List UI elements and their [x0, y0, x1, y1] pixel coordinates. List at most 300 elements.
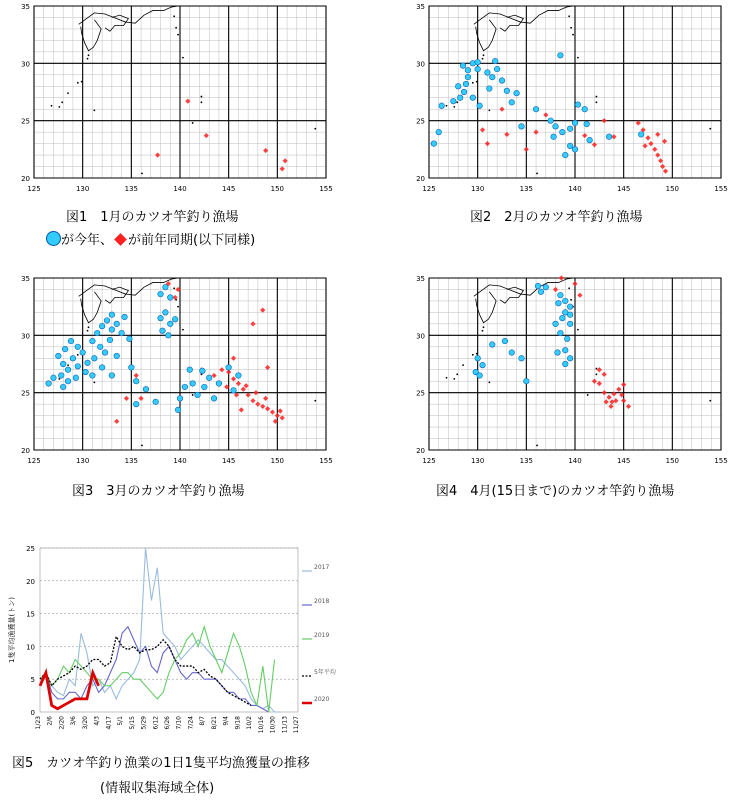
current-year-point: [567, 304, 573, 310]
current-year-point: [60, 361, 66, 367]
y-tick-label: 30: [416, 332, 425, 341]
island-dot: [201, 101, 203, 103]
current-year-point: [436, 129, 442, 135]
prev-year-point: [255, 402, 260, 407]
island-dot: [87, 330, 89, 332]
current-year-point: [558, 53, 564, 59]
island-dot: [201, 96, 203, 98]
current-year-point: [167, 321, 173, 327]
x-tick-label: 7/24: [187, 716, 195, 730]
y-tick-label: 20: [21, 175, 30, 183]
y-tick-label: 35: [21, 3, 30, 11]
current-year-point: [509, 350, 515, 356]
y-tick-label: 25: [416, 117, 425, 126]
island-dot: [61, 101, 63, 103]
current-year-point: [477, 373, 483, 379]
current-year-point: [70, 355, 76, 361]
prev-year-point: [231, 356, 236, 361]
x-tick-label: 135: [519, 185, 534, 193]
island-dot: [67, 364, 69, 366]
y-tick-label: 10: [26, 643, 35, 652]
current-year-point: [439, 103, 445, 109]
current-year-point: [567, 321, 573, 327]
caption-fig5-sub: (情報収集海域全体): [100, 781, 215, 796]
current-year-point: [487, 86, 493, 92]
current-year-point: [211, 396, 217, 402]
current-year-point: [494, 66, 500, 72]
y-tick-label: 30: [21, 332, 30, 341]
island-dot: [81, 81, 83, 83]
current-year-point: [58, 373, 64, 379]
y-tick-label: 0: [30, 709, 35, 717]
prev-year-point: [553, 287, 558, 292]
y-tick-label: 25: [21, 117, 30, 126]
island-dot: [182, 57, 184, 59]
island-dot: [93, 109, 95, 111]
x-tick-label: 11/27: [293, 716, 300, 734]
legend-prev-year-text: が前年同期(以下同様): [128, 233, 256, 248]
x-tick-label: 140: [173, 457, 187, 465]
current-year-point: [190, 381, 196, 387]
current-year-point: [562, 347, 568, 353]
island-dot: [456, 101, 458, 103]
current-year-point: [485, 70, 491, 76]
current-year-point: [567, 126, 573, 132]
prev-year-point: [265, 406, 270, 411]
island-dot: [596, 96, 598, 98]
current-year-point: [606, 134, 612, 140]
prev-year-point: [582, 133, 587, 138]
prev-year-point: [559, 275, 564, 280]
current-year-point: [475, 355, 481, 361]
prev-year-point: [663, 169, 668, 174]
x-tick-label: 145: [221, 457, 236, 465]
x-tick-label: 3/20: [81, 716, 89, 730]
prev-year-point: [260, 404, 265, 409]
current-year-point: [158, 315, 164, 321]
coastline: [474, 6, 573, 24]
island-dot: [462, 364, 464, 366]
island-dot: [568, 287, 570, 289]
prev-year-point: [280, 415, 285, 420]
island-dot: [476, 353, 478, 355]
x-tick-label: 125: [27, 457, 41, 465]
island-dot: [709, 128, 711, 130]
current-year-point: [143, 386, 149, 392]
map-april: [409, 272, 729, 472]
current-year-point: [129, 365, 135, 371]
prev-year-point: [572, 281, 577, 286]
island-dot: [93, 381, 95, 383]
x-tick-label: 10/16: [257, 716, 265, 734]
island-dot: [446, 105, 448, 107]
current-year-point: [80, 350, 86, 356]
prev-year-point: [577, 293, 582, 298]
current-year-point: [555, 350, 561, 356]
current-year-point: [65, 367, 71, 373]
current-year-point: [85, 360, 91, 366]
island-dot: [141, 173, 143, 175]
current-year-point: [584, 121, 590, 127]
y-tick-label: 35: [416, 3, 425, 11]
current-year-point: [538, 289, 544, 295]
prev-year-point: [655, 152, 660, 157]
x-tick-label: 125: [27, 185, 41, 193]
current-year-point: [62, 346, 68, 352]
current-year-point: [97, 344, 103, 350]
current-year-point: [475, 66, 481, 72]
current-year-point: [206, 375, 212, 381]
x-tick-label: 130: [75, 185, 90, 193]
current-year-point: [558, 292, 564, 298]
current-year-point: [75, 344, 81, 350]
current-year-point: [553, 321, 559, 327]
x-tick-label: 145: [221, 185, 236, 193]
x-tick-label: 2/20: [58, 716, 66, 730]
island-dot: [577, 57, 579, 59]
y-tick-label: 30: [21, 60, 30, 69]
y-tick-label: 35: [21, 275, 30, 283]
current-year-point: [109, 327, 115, 333]
current-year-point: [160, 328, 166, 334]
prev-year-point: [485, 141, 490, 146]
island-dot: [446, 377, 448, 379]
y-axis-label: 1隻平均漁獲量(トン): [8, 597, 16, 663]
current-year-point: [524, 378, 530, 384]
current-year-point: [463, 81, 469, 87]
x-tick-label: 5/29: [140, 716, 148, 730]
prev-year-point: [270, 410, 275, 415]
island-dot: [77, 354, 79, 356]
prev-year-point: [602, 118, 607, 123]
prev-year-point: [621, 398, 626, 403]
current-year-point: [166, 333, 172, 339]
island-dot: [482, 58, 484, 60]
current-year-point: [502, 338, 508, 344]
prev-year-point: [524, 147, 529, 152]
island-dot: [596, 368, 598, 370]
current-year-point: [477, 103, 483, 109]
x-tick-label: 125: [422, 457, 436, 465]
coastline: [81, 20, 101, 51]
current-year-point: [102, 350, 108, 356]
island-dot: [453, 106, 455, 108]
island-dot: [488, 109, 490, 111]
x-tick-label: 140: [568, 457, 582, 465]
prev-year-point: [114, 419, 119, 424]
island-dot: [314, 128, 316, 130]
current-year-point: [562, 152, 568, 158]
coastline: [79, 6, 178, 24]
prev-year-point: [543, 112, 548, 117]
island-dot: [536, 173, 538, 175]
prev-year-point: [239, 407, 244, 412]
x-tick-label: 140: [568, 185, 582, 193]
legend-label-2: 2019: [314, 632, 330, 639]
current-year-point: [167, 295, 173, 301]
caption-fig5: 図5 カツオ竿釣り漁業の1日1隻平均漁獲量の推移: [12, 756, 310, 771]
x-tick-label: 135: [124, 457, 139, 465]
current-year-point: [90, 338, 96, 344]
island-dot: [577, 329, 579, 331]
current-year-point: [465, 67, 471, 73]
caption-fig3: 図3 3月のカツオ竿釣り漁場: [72, 484, 245, 499]
y-tick-label: 25: [416, 389, 425, 398]
island-dot: [568, 15, 570, 17]
island-dot: [182, 329, 184, 331]
current-year-point: [187, 367, 193, 373]
island-dot: [67, 92, 69, 94]
current-year-point: [94, 330, 100, 336]
current-year-point: [567, 143, 573, 149]
current-year-point: [114, 321, 120, 327]
legend-current-year-icon: [46, 231, 61, 246]
x-tick-label: 130: [470, 457, 485, 465]
island-dot: [483, 326, 485, 328]
current-year-point: [567, 312, 573, 318]
coastline: [476, 20, 496, 51]
prev-year-point: [155, 152, 160, 157]
current-year-point: [133, 378, 139, 384]
island-dot: [141, 445, 143, 447]
current-year-point: [104, 318, 110, 324]
current-year-point: [226, 365, 232, 371]
island-dot: [58, 378, 60, 380]
x-tick-label: 135: [124, 185, 139, 193]
current-year-point: [461, 89, 467, 95]
prev-year-point: [660, 164, 665, 169]
prev-year-point: [597, 367, 602, 372]
island-dot: [177, 34, 179, 36]
prev-year-point: [504, 132, 509, 137]
x-tick-label: 10/2: [246, 716, 254, 730]
prev-year-point: [241, 387, 246, 392]
current-year-point: [564, 336, 570, 342]
prev-year-point: [533, 130, 538, 135]
current-year-point: [533, 106, 539, 112]
prev-year-point: [602, 390, 607, 395]
prev-year-point: [611, 391, 616, 396]
prev-year-point: [280, 166, 285, 171]
current-year-point: [163, 284, 169, 290]
current-year-point: [68, 338, 74, 344]
y-tick-label: 25: [21, 389, 30, 398]
x-tick-label: 125: [422, 185, 436, 193]
prev-year-point: [275, 413, 280, 418]
current-year-point: [231, 388, 237, 394]
current-year-point: [480, 362, 486, 368]
x-tick-label: 5/15: [128, 716, 136, 730]
prev-year-point: [597, 381, 602, 386]
island-dot: [173, 15, 175, 17]
island-dot: [709, 400, 711, 402]
current-year-point: [465, 74, 471, 80]
current-year-point: [572, 120, 578, 126]
prev-year-point: [124, 396, 129, 401]
x-tick-label: 5/1: [117, 716, 125, 726]
current-year-point: [572, 147, 578, 153]
current-year-point: [195, 392, 201, 398]
prev-year-point: [592, 379, 597, 384]
island-dot: [88, 326, 90, 328]
x-tick-label: 6/26: [164, 716, 171, 730]
legend-prev-year-icon: [114, 233, 127, 246]
x-tick-label: 150: [665, 457, 680, 465]
caption-fig1: 図1 1月のカツオ竿釣り漁場: [66, 210, 239, 225]
island-dot: [587, 394, 589, 396]
current-year-point: [158, 291, 164, 297]
island-dot: [51, 105, 53, 107]
x-tick-label: 2/6: [46, 716, 54, 726]
current-year-point: [470, 95, 476, 101]
current-year-point: [51, 375, 57, 381]
y-tick-label: 15: [26, 610, 35, 619]
current-year-point: [133, 401, 139, 407]
x-tick-label: 4/17: [105, 716, 113, 730]
prev-year-point: [219, 367, 224, 372]
current-year-point: [543, 284, 549, 290]
map-february: [409, 0, 729, 200]
prev-year-point: [606, 395, 611, 400]
current-year-point: [92, 355, 98, 361]
caption-fig2: 図2 2月のカツオ竿釣り漁場: [470, 210, 643, 225]
prev-year-point: [499, 107, 504, 112]
island-dot: [173, 287, 175, 289]
island-dot: [456, 373, 458, 375]
x-tick-label: 155: [714, 185, 728, 193]
prev-year-point: [138, 396, 143, 401]
current-year-point: [177, 396, 183, 402]
prev-year-point: [621, 382, 626, 387]
current-year-point: [75, 363, 81, 369]
legend-label-4: 2020: [314, 696, 330, 703]
island-dot: [177, 306, 179, 308]
current-year-point: [109, 373, 115, 379]
current-year-point: [514, 90, 520, 96]
island-dot: [476, 81, 478, 83]
current-year-point: [60, 384, 66, 390]
current-year-point: [56, 353, 62, 359]
island-dot: [87, 58, 89, 60]
current-year-point: [558, 330, 564, 336]
current-year-point: [460, 63, 466, 69]
island-dot: [472, 82, 474, 84]
current-year-point: [553, 124, 559, 130]
current-year-point: [90, 373, 96, 379]
current-year-point: [575, 102, 581, 108]
x-tick-label: 145: [616, 185, 631, 193]
current-year-point: [587, 137, 593, 143]
current-year-point: [163, 310, 169, 316]
island-dot: [570, 299, 572, 301]
island-dot: [596, 373, 598, 375]
prev-year-point: [608, 404, 613, 409]
current-year-point: [455, 83, 461, 89]
legend-label-1: 2018: [314, 598, 330, 605]
current-year-point: [499, 78, 505, 84]
current-year-point: [175, 407, 181, 413]
prev-year-point: [204, 133, 209, 138]
island-dot: [572, 34, 574, 36]
current-year-point: [107, 337, 113, 343]
island-dot: [596, 101, 598, 103]
prev-year-point: [134, 373, 139, 378]
prev-year-point: [616, 387, 621, 392]
current-year-point: [475, 59, 481, 65]
legend-label-0: 2017: [314, 564, 330, 571]
island-dot: [175, 27, 177, 29]
x-tick-label: 130: [75, 457, 90, 465]
current-year-point: [457, 95, 463, 101]
current-year-point: [548, 118, 554, 124]
current-year-point: [560, 315, 566, 321]
current-year-point: [489, 342, 495, 348]
current-year-point: [119, 330, 125, 336]
y-tick-label: 20: [416, 175, 425, 183]
x-tick-label: 155: [319, 185, 333, 193]
x-tick-label: 9/18: [234, 716, 242, 730]
prev-year-point: [278, 408, 283, 413]
current-year-point: [556, 300, 562, 306]
prev-year-point: [250, 321, 255, 326]
current-year-point: [451, 98, 457, 104]
x-tick-label: 130: [470, 185, 485, 193]
current-year-point: [46, 381, 52, 387]
current-year-point: [562, 298, 568, 304]
x-tick-label: 10/30: [269, 716, 277, 734]
legend-current-year-text: が今年、: [61, 233, 114, 248]
x-tick-label: 150: [270, 185, 285, 193]
current-year-point: [109, 312, 115, 318]
island-dot: [570, 27, 572, 29]
x-tick-label: 9/4: [222, 716, 230, 726]
current-year-point: [567, 355, 573, 361]
prev-year-point: [231, 376, 236, 381]
current-year-point: [504, 88, 510, 94]
current-year-point: [114, 353, 120, 359]
current-year-point: [65, 378, 71, 384]
current-year-point: [509, 100, 515, 106]
island-dot: [314, 400, 316, 402]
x-tick-label: 6/12: [152, 716, 160, 730]
current-year-point: [99, 323, 105, 329]
current-year-point: [83, 369, 89, 375]
map-january: [14, 0, 334, 200]
coastline: [476, 292, 496, 323]
island-dot: [58, 106, 60, 108]
prev-year-point: [592, 142, 597, 147]
prev-year-point: [645, 135, 650, 140]
island-dot: [192, 122, 194, 124]
current-year-point: [431, 141, 437, 147]
island-dot: [88, 54, 90, 56]
x-tick-label: 145: [616, 457, 631, 465]
y-tick-label: 35: [416, 275, 425, 283]
current-year-point: [172, 316, 178, 322]
x-tick-label: 155: [714, 457, 728, 465]
prev-year-point: [265, 365, 270, 370]
x-tick-label: 8/7: [199, 716, 207, 726]
x-tick-label: 11/13: [281, 716, 289, 734]
prev-year-point: [655, 132, 660, 137]
current-year-point: [489, 74, 495, 80]
island-dot: [488, 381, 490, 383]
x-tick-label: 135: [519, 457, 534, 465]
current-year-point: [216, 381, 222, 387]
current-year-point: [182, 384, 188, 390]
current-year-point: [492, 58, 498, 64]
island-dot: [453, 378, 455, 380]
